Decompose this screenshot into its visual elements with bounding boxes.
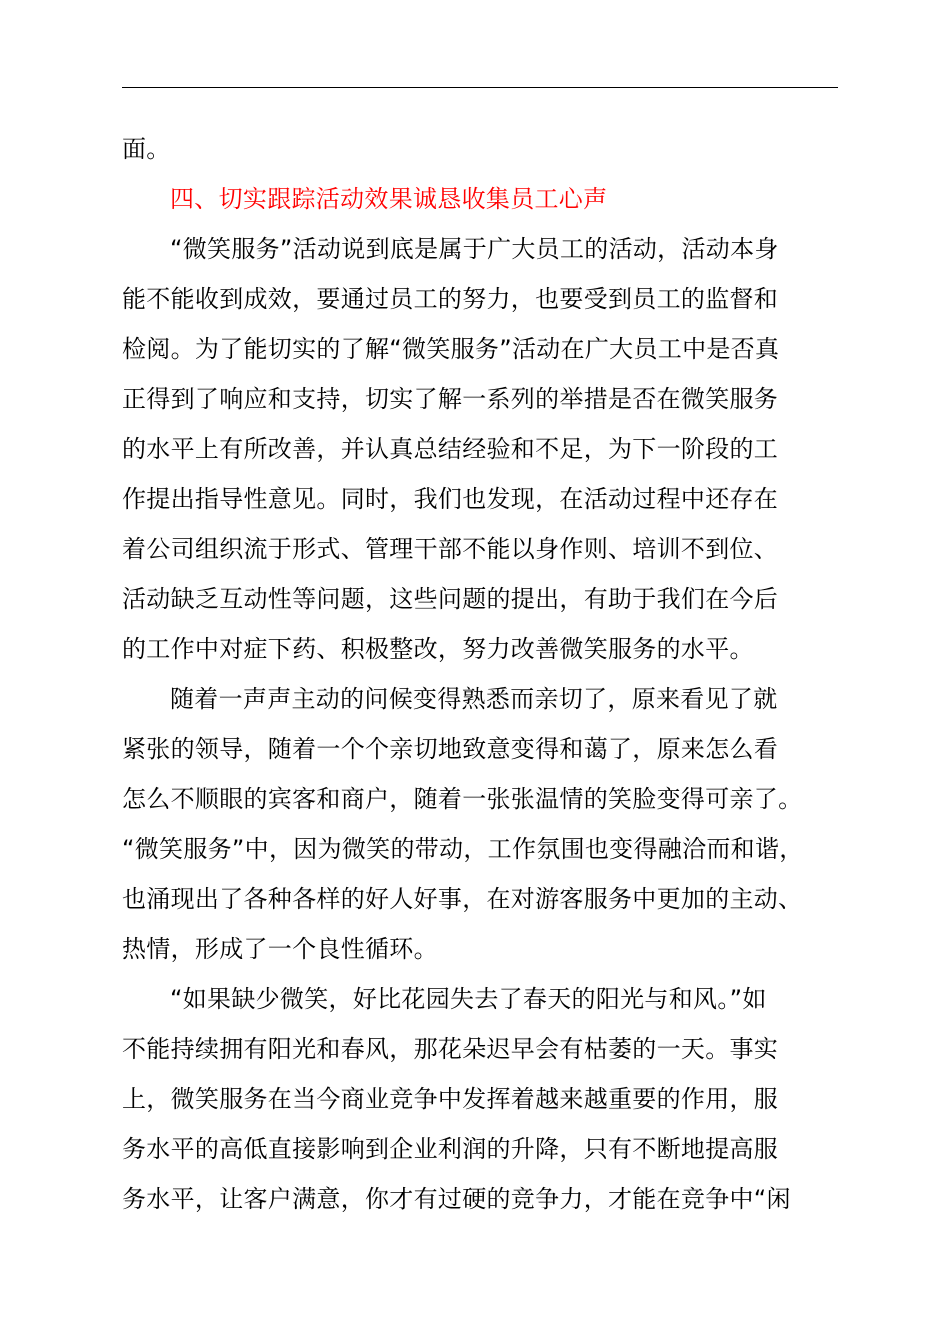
paragraph-1-line: “微笑服务”活动说到底是属于广大员工的活动，活动本身 (170, 235, 779, 263)
paragraph-2-line: 随着一声声主动的问候变得熟悉而亲切了，原来看见了就 (170, 685, 778, 713)
paragraph-1-line: 的水平上有所改善，并认真总结经验和不足，为下一阶段的工 (122, 435, 779, 463)
paragraph-1-line: 能不能收到成效，要通过员工的努力，也要受到员工的监督和 (122, 285, 779, 313)
paragraph-1-line: 活动缺乏互动性等问题，这些问题的提出，有助于我们在今后 (122, 585, 779, 613)
paragraph-1-line: 的工作中对症下药、积极整改，努力改善微笑服务的水平。 (122, 635, 754, 663)
paragraph-1-line: 正得到了响应和支持，切实了解一系列的举措是否在微笑服务 (122, 385, 779, 413)
paragraph-2-line: 也涌现出了各种各样的好人好事，在对游客服务中更加的主动、 (122, 885, 803, 913)
header-rule (122, 87, 838, 88)
paragraph-2-line: “微笑服务”中，因为微笑的带动，工作氛围也变得融洽而和谐， (122, 835, 804, 863)
paragraph-3-line: 务水平，让客户满意，你才有过硬的竞争力，才能在竞争中“闲 (122, 1185, 791, 1213)
text-line: 面。 (122, 135, 171, 163)
paragraph-3-line: 务水平的高低直接影响到企业利润的升降，只有不断地提高服 (122, 1135, 779, 1163)
paragraph-2-line: 怎么不顺眼的宾客和商户，随着一张张温情的笑脸变得可亲了。 (122, 785, 803, 813)
section-heading: 四、切实跟踪活动效果诚恳收集员工心声 (170, 185, 608, 213)
paragraph-1-line: 作提出指导性意见。同时，我们也发现，在活动过程中还存在 (122, 485, 779, 513)
paragraph-3-line: 不能持续拥有阳光和春风，那花朵迟早会有枯萎的一天。事实 (122, 1035, 779, 1063)
paragraph-3-line: 上，微笑服务在当今商业竞争中发挥着越来越重要的作用，服 (122, 1085, 779, 1113)
paragraph-2-line: 紧张的领导，随着一个个亲切地致意变得和蔼了，原来怎么看 (122, 735, 779, 763)
document-body (122, 124, 838, 1224)
paragraph-1-line: 着公司组织流于形式、管理干部不能以身作则、培训不到位、 (122, 535, 779, 563)
paragraph-1-line: 检阅。为了能切实的了解“微笑服务”活动在广大员工中是否真 (122, 335, 780, 363)
paragraph-2-line: 热情，形成了一个良性循环。 (122, 935, 438, 963)
paragraph-3-line: “如果缺少微笑，好比花园失去了春天的阳光与和风。”如 (170, 985, 767, 1013)
